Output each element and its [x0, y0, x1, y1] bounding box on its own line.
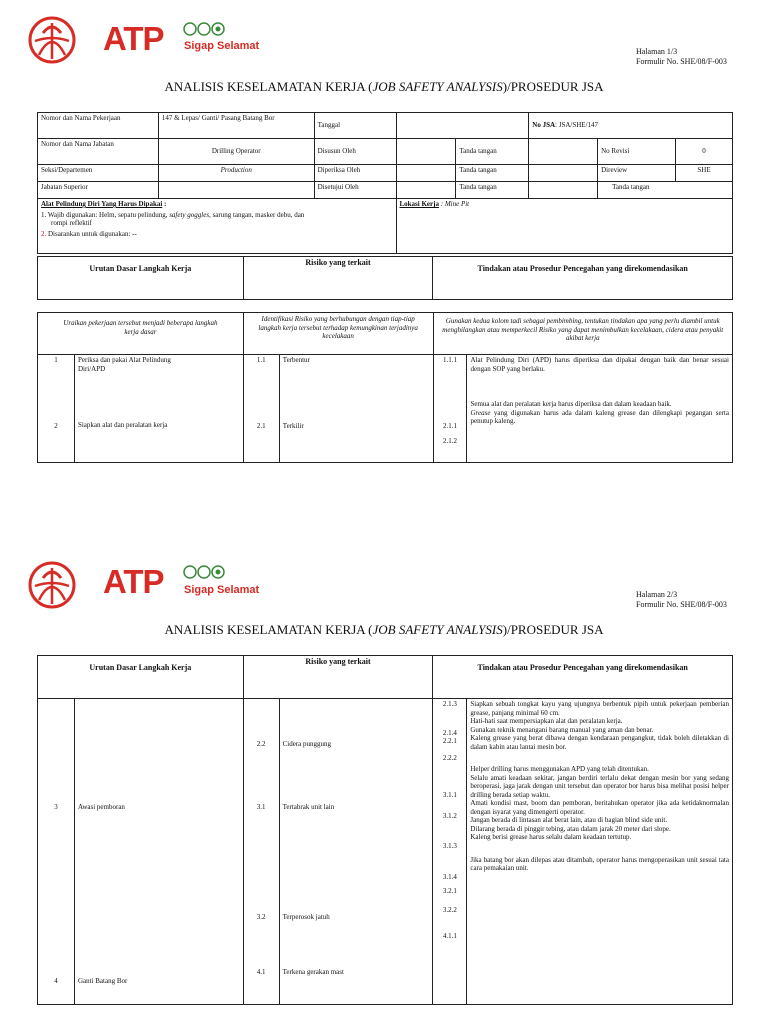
- risk-3-2-number: 3.2: [256, 913, 266, 921]
- jsa-value: : JSA/SHE/147: [555, 121, 599, 130]
- page1-info-table: [37, 112, 733, 254]
- action-2-1-2-text: [470, 409, 729, 426]
- approved-value: [396, 182, 456, 199]
- checked-label: Diperiksa Oleh: [314, 165, 396, 182]
- page2-step-numbers: [38, 699, 75, 1005]
- risk-3-1-number: 3.1: [256, 802, 266, 811]
- action-2-1-4-text: Gunakan teknik menangani barang manual yang aman dan benar.: [470, 725, 654, 734]
- step-4-number: 4: [54, 976, 58, 985]
- page1-title: [0, 79, 768, 95]
- page1-step-numbers: [38, 355, 75, 463]
- page2-jsa-table: [37, 698, 733, 1005]
- page1-guide-risk: Identifikasi Risiko yang berhubungan dengan tiap-tiap langkah kerja tersebut terhadap kemungkinan terjadinya kecelakaan: [243, 313, 433, 355]
- action-3-1-2-text: Amati kondisi mast, boom dan pemboran, beritahukan operator jika ada ketidaknormalan dengan isyarat yang dimengerti operator.: [470, 799, 729, 816]
- brand-name: ATP: [103, 20, 164, 57]
- page1-action-texts: [467, 355, 733, 463]
- step-2-text: Siapkan alat dan peralatan kerja: [77, 421, 168, 429]
- job-label: Nomor dan Nama Pekerjaan: [38, 113, 159, 139]
- page1-title-italic: JOB SAFETY ANALYSIS: [372, 79, 503, 94]
- page1-action-numbers: [433, 355, 467, 463]
- sign3-label: Tanda tangan: [456, 182, 529, 199]
- step-2-number: 2: [54, 421, 58, 430]
- ppe-item-2-text: Disarankan untuk digunakan: --: [46, 229, 137, 238]
- rev-value: 0: [676, 139, 733, 165]
- page2-head-risk: Risiko yang terkait: [243, 656, 433, 699]
- action-2-1-1-number: 2.1.1: [443, 421, 457, 430]
- page2-head-steps: Urutan Dasar Langkah Kerja: [38, 656, 244, 699]
- step-3-number: 3: [54, 803, 58, 811]
- step-4-text: Ganti Batang Bor: [77, 976, 128, 985]
- action-2-1-2-number: 2.1.2: [443, 437, 457, 445]
- location-label: Lokasi Kerja: [399, 200, 439, 208]
- page1-info: [636, 47, 727, 67]
- sign1-value: [529, 139, 598, 165]
- risk-2-2-text: Cidera punggung: [282, 740, 332, 748]
- action-2-2-1-number: 2.2.1: [442, 737, 457, 745]
- approved-label: Disetujui Oleh: [314, 182, 396, 199]
- date-label: Tanggal: [314, 113, 396, 139]
- page2-info: [636, 590, 727, 610]
- atp-circle-logo: [27, 15, 77, 65]
- page1-title-a: ANALISIS KESELAMATAN KERJA (: [164, 79, 373, 94]
- action-2-1-2-italic: Grease: [470, 408, 491, 417]
- job-value: 147 & Lepas/ Ganti/ Pasang Batang Bor: [158, 113, 314, 139]
- ppe-item-2-number: 2.: [41, 229, 47, 238]
- page2-form-number: Formulir No. SHE/08/F-003: [636, 600, 727, 609]
- page1-form-number: Formulir No. SHE/08/F-003: [636, 57, 727, 66]
- review-value: SHE: [676, 165, 733, 182]
- page2-title-b: )/PROSEDUR JSA: [502, 622, 604, 637]
- page1-risk-texts: [279, 355, 433, 463]
- page1-head-steps: Urutan Dasar Langkah Kerja: [38, 257, 244, 300]
- page2-column-headers: [37, 655, 733, 699]
- page1-jsa-table: [37, 312, 733, 463]
- page2-action-numbers: [433, 699, 467, 1005]
- page1-guide-action: Gunakan kedua kolom tadi sebagai pembimbing, tentukan tindakan apa yang perlu diambil untuk menghilangkan atau memperkecil Risiko yang dapat menimbulkan kecelakaan, cidera atau penyakit akibat kerja: [433, 313, 732, 355]
- superior-label: Jabatan Superior: [38, 182, 159, 199]
- action-3-1-3-text: Jangan berada di lintasan alat berat lain, atau di bagian blind side unit.: [470, 816, 668, 824]
- jsa-label: No JSA: [532, 121, 556, 130]
- ppe-item-2: [41, 230, 393, 239]
- brand-name-2: ATP: [103, 563, 164, 600]
- page1-guide-steps: Uraikan pekerjaan tersebut menjadi beberapa langkah kerja dasar: [38, 313, 244, 355]
- action-3-1-3-number: 3.1.3: [442, 842, 457, 850]
- location-value: : Mine Pit: [438, 200, 470, 208]
- risk-2-2-number: 2.2: [256, 740, 266, 748]
- brand-tagline-2: Sigap Selamat: [184, 584, 260, 596]
- risk-4-1-text: Terkena gerakan mast: [282, 967, 344, 976]
- ppe-colon: :: [162, 200, 167, 208]
- action-extra-2-text: Helper drilling harus menggunakan APD yang telah ditentukan.: [470, 765, 649, 773]
- ppe-item-1-italic: safety goggles: [169, 210, 210, 219]
- step-1-text: Periksa dan pakai Alat Pelindung Diri/APD: [77, 356, 171, 373]
- risk-4-1-number: 4.1: [256, 967, 266, 976]
- certification-icons-2: [183, 565, 225, 579]
- action-2-2-2-number: 2.2.2: [442, 753, 457, 762]
- review-label: Direview: [598, 165, 676, 182]
- page1-step-texts: [74, 355, 243, 463]
- action-3-1-4-text: Kaleng berisi grease harus selalu dalam keadaan tertutup.: [470, 833, 632, 841]
- sign1-label: Tanda tangan: [456, 139, 529, 165]
- ppe-item-1b: , sarung tangan, masker debu, dan: [209, 210, 305, 219]
- action-3-1-1-number: 3.1.1: [442, 791, 457, 799]
- ppe-item-1: [41, 211, 393, 220]
- location-cell: [396, 199, 733, 254]
- ppe-cell: [38, 199, 397, 254]
- date-value: [396, 113, 529, 139]
- ppe-item-1c: rompi reflektif: [51, 219, 93, 227]
- action-3-2-1-number: 3.2.1: [442, 887, 457, 895]
- page2-risk-numbers: [243, 699, 279, 1005]
- action-extra-3-text: Dilarang berada di pinggir tebing, atau dalam jarak 20 meter dari slope.: [470, 824, 671, 833]
- certification-icons: [183, 22, 225, 36]
- dept-label: Seksi/Departemen: [38, 165, 159, 182]
- action-3-2-1-text: Jika batang bor akan dilepas atau ditambah, operator harus mengoperasikan unit sesuai tata cara pemakaian unit.: [470, 855, 729, 872]
- action-2-2-1-text: Kaleng grease yang berat dibawa dengan kendaraan pengangkut, tidak boleh diletakkan di dalam kabin atau lantai mesin bor.: [470, 734, 729, 751]
- page1-number: Halaman 1/3: [636, 47, 678, 56]
- page1-title-b: )/PROSEDUR JSA: [502, 79, 604, 94]
- action-1-1-1-number: 1.1.1: [443, 356, 457, 364]
- risk-3-1-text: Tertabrak unit lain: [282, 802, 335, 811]
- action-3-1-1-text: Selalu amati keadaan sekitar, jangan berdiri terlalu dekat dengan mesin bor yang sedang beroperasi, jaga jarak dengan unit tersebut dan operator bor harus bisa melihat posisi helper drilling berada setiap waktu.: [470, 773, 729, 799]
- sign4-label: Tanda tangan: [598, 182, 733, 199]
- sign3-value: [529, 182, 598, 199]
- action-2-1-3-number: 2.1.3: [442, 700, 457, 708]
- risk-1-1-text: Terbentur: [282, 356, 310, 364]
- prepared-label: Disusun Oleh: [314, 139, 396, 165]
- sign2-label: Tanda tangan: [456, 165, 529, 182]
- action-3-1-4-number: 3.1.4: [442, 872, 457, 881]
- dept-value: Production: [158, 165, 314, 182]
- atp-circle-logo-2: [27, 560, 77, 610]
- position-value: Drilling Operator: [158, 139, 314, 165]
- action-3-2-2-number: 3.2.2: [442, 905, 457, 914]
- page1-head-risk: Risiko yang terkait: [243, 257, 433, 300]
- checked-value: [396, 165, 456, 182]
- ppe-heading: [41, 200, 393, 209]
- page2-step-texts: [74, 699, 243, 1005]
- action-3-1-2-number: 3.1.2: [442, 811, 457, 820]
- page2-number: Halaman 2/3: [636, 590, 678, 599]
- prepared-value: [396, 139, 456, 165]
- action-2-1-1-text: Semua alat dan peralatan kerja harus diperiksa dan dalam keadaan baik.: [470, 400, 672, 408]
- page2-title: [0, 622, 768, 638]
- action-1-1-1-text: Alat Pelindung Diri (APD) harus diperiksa dan dipakai dengan baik dan benar sesuai dengan SOP yang berlaku.: [470, 356, 729, 373]
- page2-risk-texts: [279, 699, 433, 1005]
- risk-3-2-text: Terperosok jatuh: [282, 913, 330, 921]
- page1-risk-numbers: [243, 355, 279, 463]
- jsa-number: [529, 113, 733, 139]
- risk-2-1-text: Terkilir: [282, 421, 304, 430]
- page1-column-headers: [37, 256, 733, 300]
- position-label: Nomor dan Nama Jabatan: [38, 139, 159, 165]
- sign2-value: [529, 165, 598, 182]
- page2-action-texts: [467, 699, 733, 1005]
- ppe-item-1a: 1. Wajib digunakan: Helm, sepatu pelindung,: [41, 210, 170, 219]
- brand-tagline: Sigap Selamat: [184, 40, 260, 52]
- risk-1-1-number: 1.1: [256, 356, 266, 364]
- page2-title-italic: JOB SAFETY ANALYSIS: [372, 622, 503, 637]
- step-1-number: 1: [54, 356, 58, 364]
- action-extra-1-text: Hati-hati saat mempersiapkan alat dan peralatan kerja.: [470, 717, 623, 725]
- ppe-label: Alat Pelindung Diri Yang Harus Dipakai: [41, 200, 163, 208]
- action-2-1-3-text: Siapkan sebuah tongkat kayu yang ujungnya berbentuk pipih untuk pekerjaan pemberian grease, panjang minimal 60 cm.: [470, 700, 729, 717]
- action-2-1-2-rest: yang digunakan harus ada dalam kaleng grease dan dilengkapi pegangan serta penutup kaleng.: [470, 408, 729, 425]
- page1-head-action: Tindakan atau Prosedur Pencegahan yang direkomendasikan: [433, 257, 733, 300]
- page2-title-a: ANALISIS KESELAMATAN KERJA (: [164, 622, 373, 637]
- rev-label: No Revisi: [598, 139, 676, 165]
- risk-2-1-number: 2.1: [256, 421, 266, 430]
- step-3-text: Awasi pemboran: [77, 803, 125, 811]
- action-4-1-1-number: 4.1.1: [442, 932, 457, 940]
- action-2-1-4-number: 2.1.4: [442, 728, 457, 737]
- page2-head-action: Tindakan atau Prosedur Pencegahan yang direkomendasikan: [433, 656, 733, 699]
- superior-value: [158, 182, 314, 199]
